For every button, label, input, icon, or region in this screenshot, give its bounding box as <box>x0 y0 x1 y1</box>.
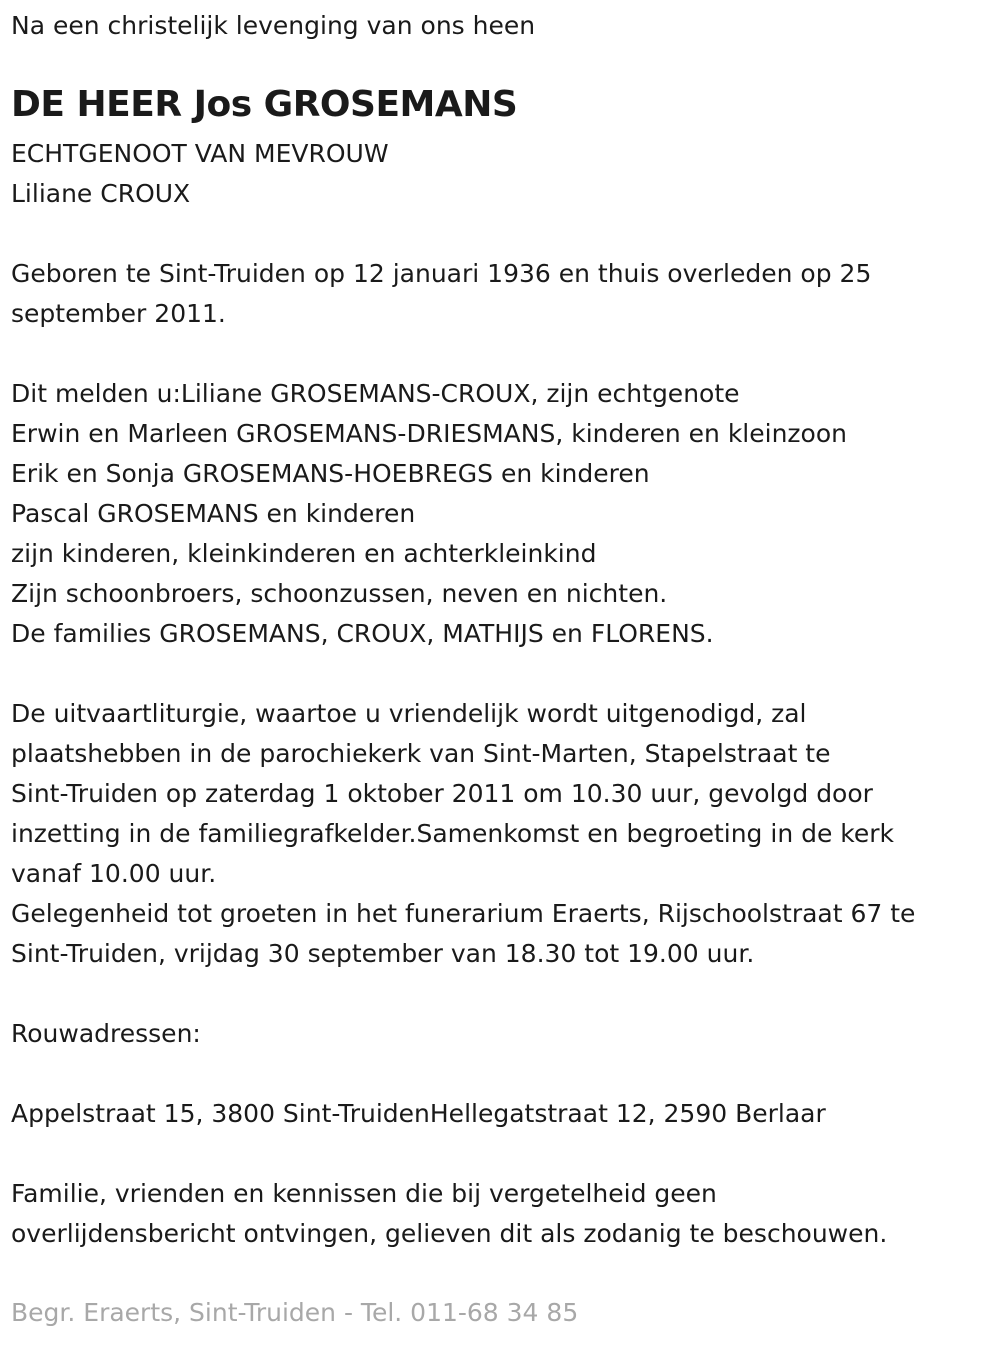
announcer-line: Erwin en Marleen GROSEMANS-DRIESMANS, kinderen en kleinzoon <box>11 419 847 448</box>
paragraph-line: Geboren te Sint-Truiden op 12 januari 1936 en thuis overleden op 25 <box>11 259 872 288</box>
paragraph-line: inzetting in de familiegrafkelder.Samenkomst en begroeting in de kerk <box>11 819 895 848</box>
funeral-home-footer: Begr. Eraerts, Sint-Truiden - Tel. 011-68 34 85 <box>11 1298 579 1327</box>
announcers-list <box>11 374 847 654</box>
spouse-block <box>11 134 389 214</box>
announcer-line: Erik en Sonja GROSEMANS-HOEBREGS en kinderen <box>11 459 650 488</box>
paragraph-line: Sint-Truiden op zaterdag 1 oktober 2011 om 10.30 uur, gevolgd door <box>11 779 873 808</box>
paragraph-line: Familie, vrienden en kennissen die bij vergetelheid geen <box>11 1179 717 1208</box>
paragraph-line: Sint-Truiden, vrijdag 30 september van 18.30 tot 19.00 uur. <box>11 939 755 968</box>
birth-death-paragraph <box>11 254 871 334</box>
addresses-block <box>11 1094 826 1134</box>
announcer-line: De families GROSEMANS, CROUX, MATHIJS en FLORENS. <box>11 619 714 648</box>
spouse-title: ECHTGENOOT VAN MEVROUW <box>11 139 389 168</box>
paragraph-line: Gelegenheid tot groeten in het funerarium Eraerts, Rijschoolstraat 67 te <box>11 899 916 928</box>
announcer-line: Zijn schoonbroers, schoonzussen, neven en nichten. <box>11 579 668 608</box>
paragraph-line: september 2011. <box>11 299 226 328</box>
addresses-text: Appelstraat 15, 3800 Sint-TruidenHellegatstraat 12, 2590 Berlaar <box>11 1099 826 1128</box>
announcer-line: zijn kinderen, kleinkinderen en achterkleinkind <box>11 539 597 568</box>
announcer-line: Pascal GROSEMANS en kinderen <box>11 499 416 528</box>
paragraph-line: De uitvaartliturgie, waartoe u vriendelijk wordt uitgenodigd, zal <box>11 699 807 728</box>
intro-text: Na een christelijk levenging van ons heen <box>11 11 536 40</box>
closing-paragraph <box>11 1174 887 1254</box>
addresses-label-block <box>11 1014 201 1054</box>
paragraph-line: vanaf 10.00 uur. <box>11 859 217 888</box>
funeral-paragraph <box>11 694 915 974</box>
deceased-name: DE HEER Jos GROSEMANS <box>11 84 518 125</box>
paragraph-line: overlijdensbericht ontvingen, gelieven dit als zodanig te beschouwen. <box>11 1219 888 1248</box>
addresses-label: Rouwadressen: <box>11 1019 201 1048</box>
announcer-line: Dit melden u:Liliane GROSEMANS-CROUX, zijn echtgenote <box>11 379 740 408</box>
spouse-name: Liliane CROUX <box>11 179 191 208</box>
paragraph-line: plaatshebben in de parochiekerk van Sint-Marten, Stapelstraat te <box>11 739 831 768</box>
